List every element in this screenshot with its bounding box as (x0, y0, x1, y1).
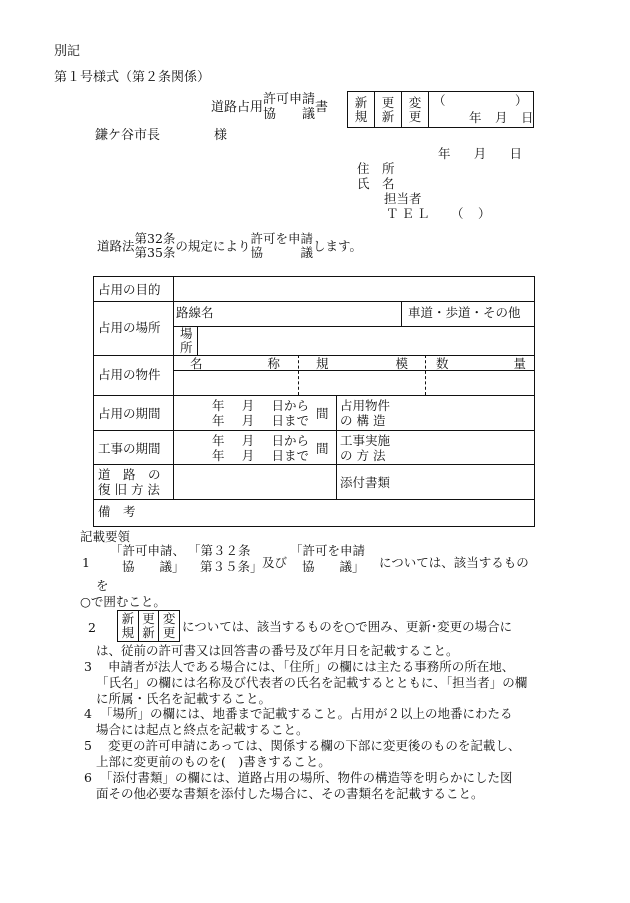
tel-paren-close: ） (478, 206, 491, 221)
restoration-label: 道 路 の 復 旧 方 法 (98, 467, 161, 497)
applicant-name-label: 氏 名 (357, 176, 395, 191)
note-6-line1: 「添付書類」の欄には、道路占用の場所、物件の構造等を明らかにした図 (100, 770, 513, 785)
title-prefix: 道路占用 (211, 99, 264, 115)
note-1-term-c: 「許可を申請 協 議」 (290, 543, 366, 574)
addressee-name: 鎌ケ谷市長 (95, 128, 161, 143)
occupancy-between: 間 (316, 406, 329, 421)
title-suffix: 書 (315, 99, 329, 115)
route-name-label: 路線名 (176, 305, 214, 320)
note-5-line1: 変更の許可申請にあっては、関係する欄の下部に変更後のものを記載し、 (108, 738, 521, 753)
note-4-line1: 「場所」の欄には、地番まで記載すること。占用が２以上の地番にわたる (100, 706, 513, 721)
work-between: 間 (316, 441, 329, 456)
note-1-line2: を (96, 578, 109, 593)
note-1-line3: ○で囲むこと。 (80, 594, 166, 609)
object-label: 占用の物件 (98, 367, 161, 382)
note-2-line2: は、従前の許可書又は回答書の番号及び年月日を記載すること。 (96, 643, 459, 658)
form-number: 第１号様式（第２条関係） (54, 70, 211, 85)
note-2-number: 2 (88, 620, 96, 635)
notes-title: 記載要領 (80, 529, 131, 544)
note-4-number: 4 (84, 706, 92, 721)
note-5-line2: 上部に変更前のものを( )書きすること。 (96, 754, 331, 769)
note-6-number: 6 (84, 770, 92, 785)
note-6-line2: 面その他必要な書類を添付した場合に、その書類名を記載すること。 (96, 786, 484, 801)
status-renew: 更 新 (375, 92, 402, 128)
applicant-contact-label: 担当者 (384, 191, 422, 206)
occupancy-from: 年 月 日から (212, 398, 309, 413)
status-new: 新 規 (348, 92, 375, 128)
note-1-term-a: 「許可申請、 協 議」 (110, 543, 186, 574)
note-1-tail: については、該当するもの (379, 555, 529, 570)
document-title (211, 93, 328, 127)
note-1-and: 及び (262, 555, 288, 570)
object-name-header: 名 称 (190, 356, 280, 371)
purpose-label: 占用の目的 (98, 282, 161, 297)
applicant-address-label: 住 所 (357, 161, 395, 176)
application-statement: 道路法 第32条 第35条 の規定により 許可を申請 協 議 します。 (97, 231, 362, 261)
note-4-line2: 場合には起点と終点を記載すること。 (96, 722, 309, 737)
status-change: 変 更 (402, 92, 429, 128)
note-2-tail: については、該当するものを○で囲み、更新･変更の場合に (182, 619, 513, 634)
object-quantity-header: 数 量 (436, 356, 526, 371)
location-label: 占用の場所 (98, 320, 161, 335)
tel-paren-open: （ (451, 206, 464, 221)
attachments-label: 添付書類 (340, 475, 391, 490)
title-top: 許可申請 (263, 92, 316, 107)
note-2-status-box: 新 規 更 新 変 更 (117, 610, 180, 642)
occupancy-period-label: 占用の期間 (98, 406, 161, 421)
remarks-label: 備 考 (98, 504, 136, 519)
status-box (347, 91, 534, 128)
note-1-number: 1 (82, 555, 90, 570)
note-3-line2: 「氏名」の欄には名称及び代表者の氏名を記載するとともに、「担当者」の欄 (96, 675, 528, 690)
work-from: 年 月 日から (212, 433, 309, 448)
road-parts-label: 車道・歩道・その他 (408, 305, 521, 320)
note-3-number: 3 (84, 659, 92, 674)
method-label: 工事実施 の 方 法 (340, 433, 391, 463)
work-period-label: 工事の期間 (98, 441, 161, 456)
work-to: 年 月 日まで (212, 448, 309, 463)
title-bottom: 協 議 (263, 106, 316, 122)
applicant-tel-label: ＴＥＬ (386, 206, 433, 221)
addressee-honorific: 様 (214, 128, 228, 143)
status-prev-permit: （ ） 年 月 日 (429, 92, 534, 128)
annex-label: 別記 (54, 44, 81, 59)
object-scale-header: 規 模 (316, 356, 408, 371)
note-5-number: 5 (84, 738, 92, 753)
note-3-line3: に所属・氏名を記載すること。 (96, 691, 272, 706)
occupancy-to: 年 月 日まで (212, 413, 309, 428)
application-table (93, 276, 535, 527)
place-label: 場 所 (180, 326, 193, 356)
note-1-term-b: 「第３２条 第３５条」 (188, 543, 263, 574)
note-3-line1: 申請者が法人である場合には、「住所」の欄には主たる事務所の所在地、 (108, 659, 515, 674)
application-date: 年 月 日 (438, 146, 522, 161)
structure-label: 占用物件 の 構 造 (340, 398, 391, 428)
